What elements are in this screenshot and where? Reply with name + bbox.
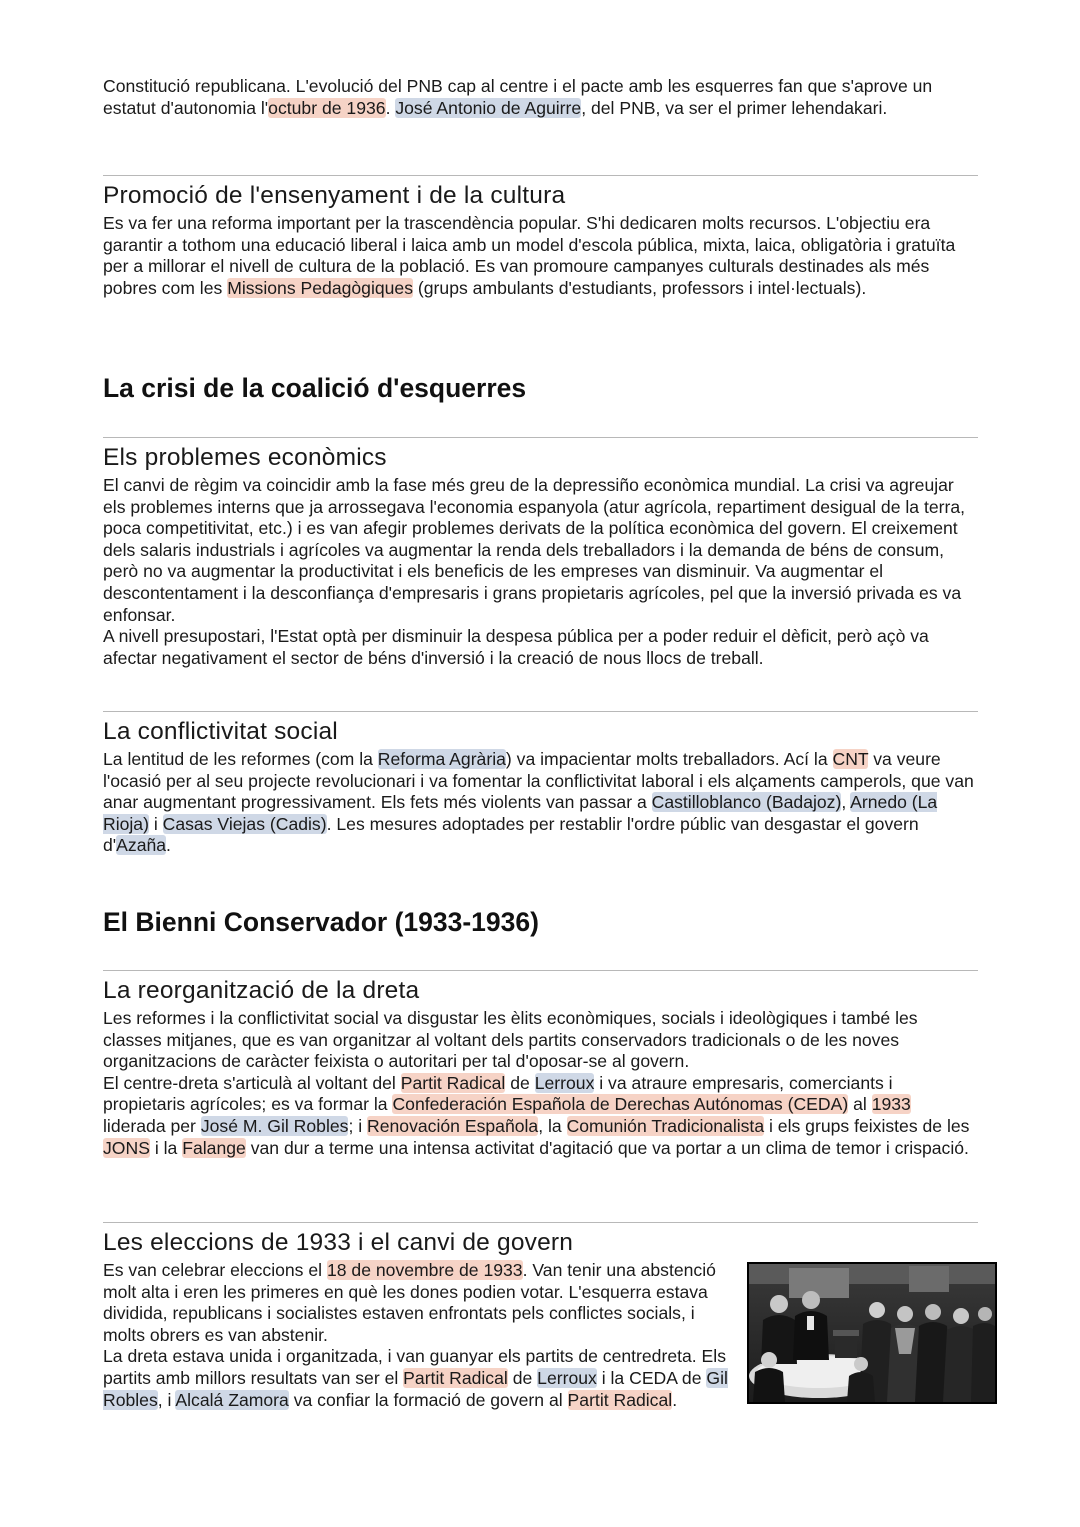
intro-block: [103, 76, 978, 119]
text-run: La lentitud de les reformes (com la: [103, 749, 378, 769]
section-heading-crisi: [103, 372, 978, 404]
text-run: va confiar la formació de govern al: [288, 1389, 568, 1410]
highlight-person: Alcalá Zamora: [175, 1389, 289, 1410]
text-run: , del PNB, va ser el primer lehendakari.: [581, 97, 888, 118]
highlight-person: José Antonio de Aguirre: [395, 97, 582, 118]
voting-scene-illustration: [749, 1264, 995, 1402]
subsection-title: Les eleccions de 1933 i el canvi de govern: [103, 1229, 574, 1256]
problemes-paragraph-1: El canvi de règim va coincidir amb la fase més greu de la depressiño econòmica mundial. La crisi va agreujar els problemes interns que ja arrossegava l'economia espanyola (atur agrícola, repartiment desigual de la terra, poca competitivitat, etc.) i es van afegir problemes derivats de la política econòmica del govern. El creixement dels salaris industrials i agrícoles va augmentar la renda dels treballadors i la demanda de béns de consum, però no va augmentar la productivitat i els beneficis de les empreses van disminuir. Va augmentar el descontentament i la desconfiança d'empresaris i grans propietaris agrícoles, pel que la inversió privada es va enfonsar.: [103, 475, 966, 625]
highlight-person: Lerroux: [534, 1072, 595, 1093]
highlight-place: Casas Viejas (Cadis): [162, 813, 327, 834]
election-photo: [747, 1262, 997, 1404]
highlight-person: José M. Gil Robles: [200, 1115, 349, 1136]
divider: [103, 970, 978, 971]
text-run: i la: [596, 1367, 630, 1388]
text-run: (grups ambulants d'estudiants, professors i intel·lectuals).: [413, 277, 867, 298]
text-run: Es va fer una reforma important per la trascendència popular. S'hi dedicaren molts recursos. L'objectiu era garantir a tothom una educació liberal i laica amb un model d'escola pública, mixta, laica, obligatòria i gratuïta per a millorar el nivell de cultura de la població. Es van promoure campanyes culturals destinades als més pobres com les: [103, 213, 956, 298]
text-run: El centre-dreta s'articulà al voltant del: [103, 1072, 401, 1093]
text-run: ; i: [348, 1115, 368, 1136]
highlight-person: Gil Robles: [103, 1367, 728, 1410]
section-promocio: [103, 175, 978, 299]
text-run: . Les mesures adoptades per restablir l'ordre públic van desgastar el govern d': [103, 813, 919, 856]
divider: [103, 175, 978, 176]
text-run: . Van tenir una abstenció molt alta i eren les primeres en què les dones podien votar. L'esquerra estava dividida, republicans i socialistes estaven enfrontats pels conflictes socials, i molts obrers es van abstenir.: [103, 1260, 716, 1345]
text-run: de: [507, 1367, 538, 1388]
divider: [103, 437, 978, 438]
highlight-party: Partit Radical: [567, 1389, 673, 1410]
subsection-title: Promoció de l'ensenyament i de la cultura: [103, 182, 566, 209]
text-run: , la: [538, 1115, 567, 1136]
text-run: Constitució republicana. L'evolució del PNB cap al centre i el pacte amb les esquerres fan que s'aprove un estatut d'autonomia l': [103, 76, 933, 118]
text-run: ,: [841, 792, 851, 813]
text-run: liderada per: [103, 1115, 201, 1136]
highlight-place: Castilloblanco (Badajoz): [651, 792, 842, 813]
highlight-term: Reforma Agrària: [377, 749, 506, 769]
highlight-party: Partit Radical: [403, 1367, 508, 1388]
highlight-party: Confederación Española de Derechas Autónomas (CEDA): [392, 1094, 849, 1115]
section-title: La crisi de la coalició d'esquerres: [103, 373, 527, 403]
subsection-title: La reorganització de la dreta: [103, 977, 420, 1004]
text-run: van dur a terme una intensa activitat d'agitació que va portar a un clima de temor i crispació.: [245, 1137, 969, 1158]
text-run: va veure l'ocasió per al seu projecte revolucionari i va fomentar la conflictivitat laboral i els alçaments camperols, que van anar augmentant progressivament. Els fets més violents van passar a: [103, 749, 974, 813]
subsection-title: La conflictivitat social: [103, 718, 338, 745]
highlight-party: Partit Radical: [400, 1072, 506, 1093]
text-run: .: [672, 1389, 678, 1410]
highlight-date: 1933: [871, 1094, 911, 1115]
section-problemes: [103, 437, 978, 669]
highlight-place: Arnedo (La Rioja): [103, 792, 938, 834]
text-run: al: [848, 1094, 872, 1115]
highlight-person: Lerroux: [537, 1367, 597, 1388]
highlight-person: Azaña: [116, 835, 167, 856]
text-run: i la: [149, 1137, 183, 1158]
section-conflictivitat: [103, 711, 978, 857]
text-run: , i: [157, 1389, 176, 1410]
promocio-paragraph: [103, 213, 978, 299]
divider: [103, 711, 978, 712]
eleccions-paragraph-1: [103, 1260, 728, 1346]
divider: [103, 1222, 978, 1223]
conflictivitat-paragraph: [103, 749, 978, 857]
text-run: .: [385, 97, 396, 118]
intro-paragraph: [103, 76, 978, 119]
text-run: La dreta estava unida i organitzada, i van guanyar els partits de centredreta. Els partits amb millors resultats van ser el: [103, 1346, 726, 1388]
text-run: i els grups feixistes de les: [764, 1115, 970, 1136]
section-heading-bienni: [103, 906, 978, 938]
subsection-title: Els problemes econòmics: [103, 444, 387, 471]
highlight-party: JONS: [103, 1137, 150, 1158]
eleccions-text: [103, 1260, 728, 1411]
highlight-date: 18 de novembre de 1933: [326, 1260, 523, 1280]
text-run: Es van celebrar eleccions el: [103, 1260, 327, 1280]
text-run: ) va impacientar molts treballadors. Ací la: [505, 749, 833, 769]
text-run: de: [677, 1367, 707, 1388]
section-title: El Bienni Conservador (1933-1936): [103, 907, 539, 937]
highlight-org: CNT: [832, 749, 869, 769]
highlight-date: octubr de 1936: [268, 97, 386, 118]
problemes-paragraph-2: A nivell presupostari, l'Estat optà per disminuir la despesa pública per a poder reduir el dèficit, però açò va afectar negativament el sector de béns d'inversió i la creació de nous llocs de treball.: [103, 626, 929, 668]
highlight-party: Renovación Española: [367, 1115, 539, 1136]
highlight-party: Falange: [182, 1137, 246, 1158]
text-party: CEDA: [629, 1367, 678, 1388]
section-reorganitzacio: [103, 970, 978, 1159]
text-run: .: [166, 835, 171, 856]
text-run: de: [505, 1072, 535, 1093]
text-run: i va atraure empresaris, comerciants i propietaris agrícoles; es va formar la: [103, 1072, 893, 1115]
reorg-paragraph-1: Les reformes i la conflictivitat social va disgustar les èlits econòmiques, socials i ideològiques i també les classes mitjanes, que es van organitzar al voltant dels partits conservadors tradicionals o de les noves organitzacions de caràcter feixista o autoritari per tal d'oposar-se al govern.: [103, 1008, 918, 1072]
highlight-party: Comunión Tradicionalista: [566, 1115, 765, 1136]
reorg-paragraph-2: [103, 1073, 978, 1159]
highlight-term: Missions Pedagògiques: [227, 277, 414, 298]
eleccions-paragraph-2: [103, 1346, 728, 1411]
text-run: i: [148, 813, 163, 834]
